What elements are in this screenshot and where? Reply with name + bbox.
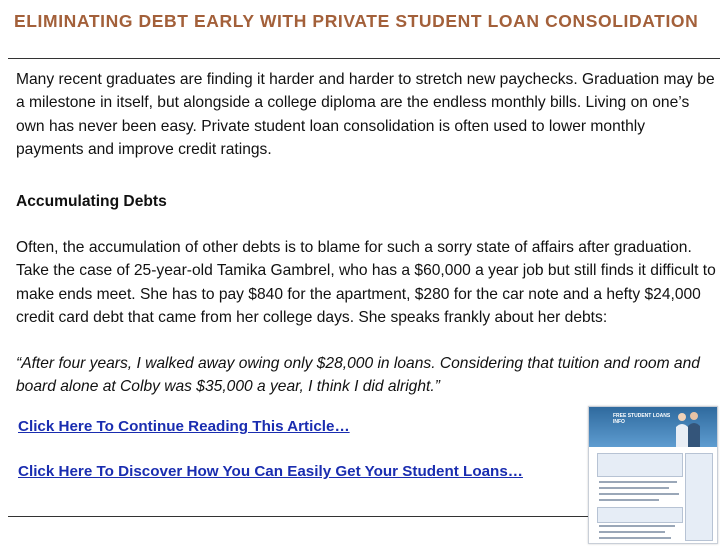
bottom-divider — [8, 516, 588, 517]
intro-paragraph: Many recent graduates are finding it harder and harder to stretch new paychecks. Graduation may be a milestone in itself, but alongside a college diploma are the endless monthly bills. Living on one’s own has never been easy. Private student loan consolidation is often used to lower monthly payments and improve credit ratings. — [16, 71, 715, 159]
section-heading: Accumulating Debts — [16, 193, 167, 210]
thumbnail-content-block — [597, 507, 683, 523]
debts-paragraph: Often, the accumulation of other debts is to blame for such a sorry state of affairs after graduation. Take the case of 25-year-old Tamika Gambrel, who has a $60,000 a year job but still finds it difficult to make ends meet. She has to pay $840 for the apartment, $280 for the car note and a hefty $24,000 credit card debt that came from her college days. She speaks frankly about her debts: — [16, 239, 716, 327]
discover-loans-link[interactable]: Click Here To Discover How You Can Easily Get Your Student Loans… — [18, 463, 523, 480]
thumbnail-sidebar-block — [685, 453, 713, 541]
thumbnail-text-line — [599, 499, 659, 501]
thumbnail-text-line — [599, 481, 677, 483]
article-title: ELIMINATING DEBT EARLY WITH PRIVATE STUDENT LOAN CONSOLIDATION — [14, 11, 699, 31]
thumbnail-header-text: FREE STUDENT LOANS INFO — [613, 413, 671, 425]
thumbnail-text-line — [599, 487, 669, 489]
thumbnail-text-line — [599, 531, 665, 533]
thumbnail-text-line — [599, 493, 679, 495]
thumbnail-text-line — [599, 525, 675, 527]
top-divider — [8, 58, 720, 59]
thumbnail-content-block — [597, 453, 683, 477]
thumbnail-text-line — [599, 537, 671, 539]
website-thumbnail[interactable] — [588, 406, 718, 544]
continue-reading-link[interactable]: Click Here To Continue Reading This Article… — [18, 418, 350, 435]
quote-paragraph: “After four years, I walked away owing only $28,000 in loans. Considering that tuition and room and board alone at Colby was $35,000 a year, I think I did alright.” — [16, 355, 700, 396]
students-photo-icon — [673, 409, 703, 447]
thumbnail-header — [589, 407, 717, 447]
